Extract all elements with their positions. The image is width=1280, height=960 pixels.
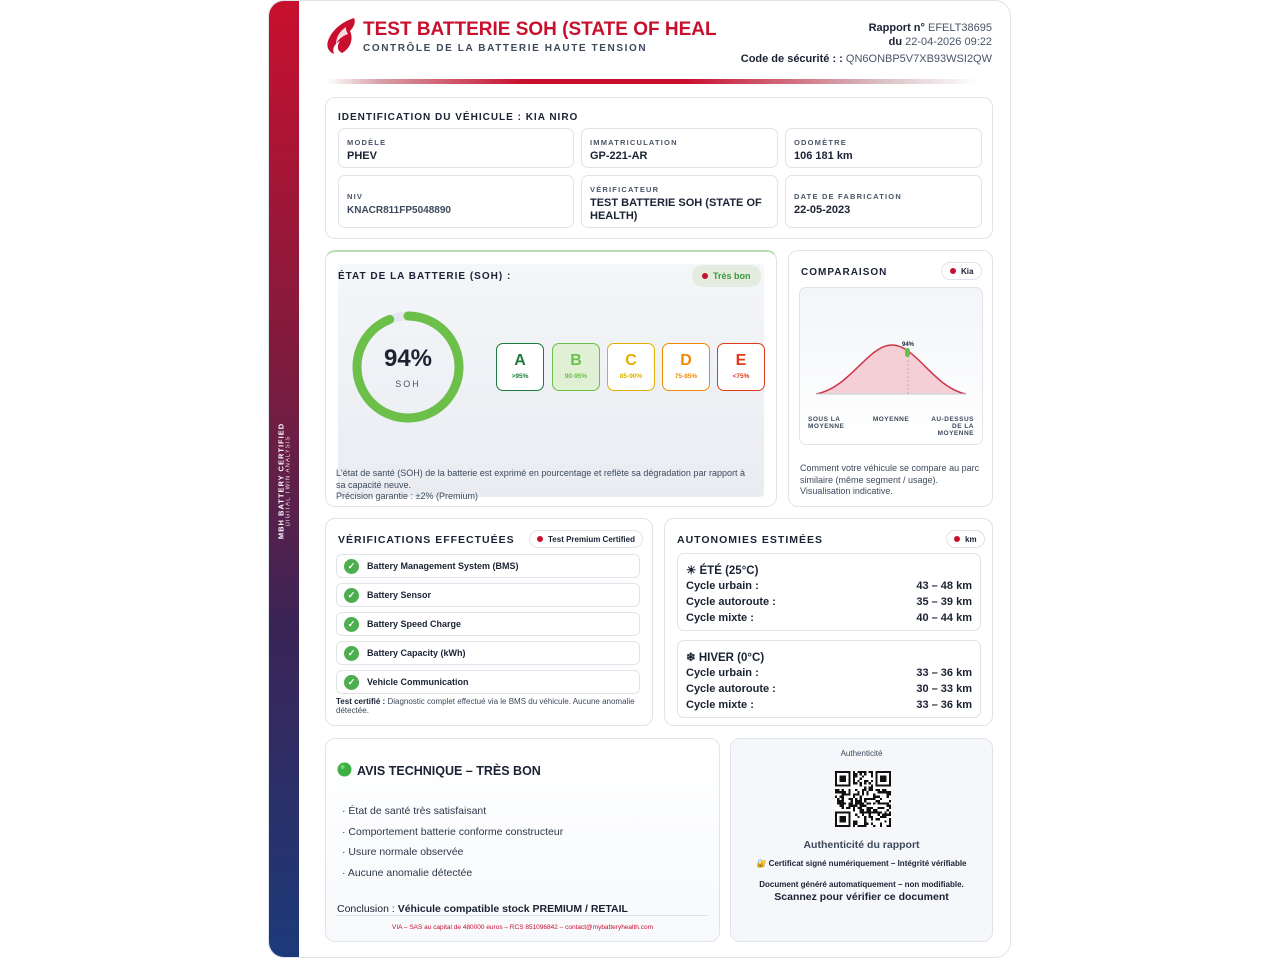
autonomy-row-value: 33 – 36 km — [916, 699, 972, 711]
grade-range: 90-95% — [564, 373, 588, 380]
authenticity-line1: 🔐 Certificat signé numériquement – Intégrité vérifiable — [756, 859, 967, 868]
grade-letter: B — [570, 352, 582, 369]
season-icon: ❄ — [686, 652, 696, 664]
check-label: Battery Speed Charge — [367, 619, 462, 629]
status-text: Très bon — [713, 271, 751, 281]
status-dot-icon — [702, 273, 708, 279]
report-subtitle: CONTRÔLE DE LA BATTERIE HAUTE TENSION — [363, 43, 648, 54]
brand-badge — [941, 262, 982, 280]
grade-letter: C — [625, 352, 637, 369]
header-divider — [327, 79, 979, 84]
premium-dot-icon — [537, 536, 543, 542]
avis-title: AVIS TECHNIQUE – TRÈS BON — [357, 764, 541, 778]
grade-c — [607, 343, 655, 391]
conclusion-label: Conclusion : — [337, 903, 395, 915]
field-label: MODÈLE — [347, 138, 387, 147]
report-number-block — [869, 21, 992, 49]
soh-value: 94% — [383, 345, 433, 372]
grade-range: 75-85% — [674, 373, 698, 380]
field-label: VÉRIFICATEUR — [590, 185, 660, 194]
conclusion — [337, 903, 628, 915]
autonomy-row-value: 33 – 36 km — [916, 667, 972, 679]
checks-note — [336, 698, 636, 715]
grade-letter: A — [514, 352, 526, 369]
field-manufacture-date — [785, 175, 982, 228]
autonomy-row-label: Cycle urbain : — [686, 667, 759, 679]
vehicle-title: IDENTIFICATION DU VÉHICULE : KIA NIRO — [338, 112, 579, 123]
brand-dot-icon — [950, 268, 956, 274]
avis-card — [325, 738, 720, 942]
field-label: ODOMÈTRE — [794, 138, 847, 147]
check-item — [336, 583, 640, 607]
check-icon: ✓ — [344, 675, 359, 690]
comparison-description: Comment votre véhicule se compare au parc similaire (même segment / usage). Visualisation indicative. — [800, 463, 980, 496]
sidebar-line1: MBH BATTERY CERTIFIED — [276, 422, 286, 540]
check-label: Vehicle Communication — [367, 677, 469, 687]
comparison-card — [788, 250, 993, 507]
grade-range: 85-90% — [619, 373, 643, 380]
field-value: 22-05-2023 — [794, 204, 851, 216]
field-label: IMMATRICULATION — [590, 138, 678, 147]
grade-d — [662, 343, 710, 391]
check-icon: ✓ — [344, 617, 359, 632]
field-registration — [581, 128, 778, 168]
check-label: Battery Management System (BMS) — [367, 561, 519, 571]
field-value: KNACR811FP5048890 — [347, 205, 451, 216]
checks-note-text: Diagnostic complet effectué via le BMS du véhicule. Aucune anomalie détectée. — [336, 697, 635, 715]
axis-label-below: SOUS LA MOYENNE — [808, 416, 845, 430]
avis-item-text: Comportement batterie conforme constructeur — [348, 825, 564, 838]
season-title — [686, 650, 764, 664]
flame-logo-icon — [324, 17, 358, 55]
security-code-value: QN6ONBP5V7XB93WSI2QW — [845, 53, 992, 65]
field-vin — [338, 175, 574, 228]
checks-note-label: Test certifié : — [336, 697, 386, 706]
check-label: Battery Sensor — [367, 590, 432, 600]
distribution-area — [816, 345, 966, 394]
avis-item: · Aucune anomalie détectée — [342, 866, 473, 879]
season-name: HIVER (0°C) — [698, 652, 765, 664]
avis-item-text: Aucune anomalie détectée — [347, 866, 473, 879]
battery-card — [325, 250, 777, 507]
check-icon: ✓ — [344, 646, 359, 661]
status-badge — [692, 265, 761, 287]
green-circle-icon — [337, 762, 352, 777]
autonomy-row-value: 30 – 33 km — [916, 683, 972, 695]
autonomy-row-value: 43 – 48 km — [916, 580, 972, 592]
grade-e — [717, 343, 765, 391]
check-item — [336, 670, 640, 694]
battery-description: L'état de santé (SOH) de la batterie est exprimé en pourcentage et reflète sa dégradation par rapport à sa capacité neuve. — [336, 468, 745, 490]
grade-a — [496, 343, 544, 391]
axis-label-above: AU-DESSUS DE LA MOYENNE — [931, 416, 974, 437]
sidebar-band — [269, 1, 299, 957]
date-label: du — [888, 36, 903, 48]
checks-title: VÉRIFICATIONS EFFECTUÉES — [338, 534, 515, 546]
field-value: PHEV — [347, 150, 377, 162]
avis-item-text: Usure normale observée — [348, 846, 464, 858]
field-verifier — [581, 175, 778, 228]
field-odometer — [785, 128, 982, 168]
report-page — [268, 0, 1011, 958]
grade-letter: D — [680, 352, 692, 369]
sidebar-line2: DIGITAL TWIN ANALYSIS — [285, 435, 292, 527]
security-code-label: Code de sécurité : : — [740, 53, 843, 65]
season-icon: ☀ — [686, 565, 697, 577]
field-label: NIV — [347, 192, 364, 201]
comparison-chart-frame — [799, 287, 983, 445]
qr-code-icon[interactable] — [835, 771, 891, 827]
autonomy-row-value: 35 – 39 km — [916, 596, 972, 608]
check-icon: ✓ — [344, 559, 359, 574]
autonomy-title: AUTONOMIES ESTIMÉES — [677, 534, 823, 546]
grade-letter: E — [735, 352, 747, 369]
grade-range: >95% — [511, 373, 529, 380]
field-label: DATE DE FABRICATION — [794, 192, 902, 201]
season-name: ÉTÉ (25°C) — [699, 565, 759, 577]
premium-badge-text: Test Premium Certified — [548, 534, 635, 544]
authenticity-line3: Scannez pour vérifier ce document — [774, 891, 949, 903]
unit-text: km — [965, 534, 977, 544]
marker-label: 94% — [901, 342, 915, 348]
authenticity-line2: Document généré automatiquement – non modifiable. — [759, 880, 964, 889]
conclusion-value: Véhicule compatible stock PREMIUM / RETAIL — [397, 903, 628, 915]
grade-range: <75% — [732, 373, 750, 380]
autonomy-row-label: Cycle autoroute : — [686, 683, 776, 695]
vehicle-card — [325, 97, 993, 239]
rapport-value: EFELT38695 — [927, 22, 992, 34]
battery-precision: Précision garantie : ±2% (Premium) — [336, 491, 478, 501]
rapport-label: Rapport n° — [868, 22, 925, 34]
avis-item: · État de santé très satisfaisant — [342, 805, 487, 817]
brand-text: Kia — [961, 266, 974, 276]
check-icon: ✓ — [344, 588, 359, 603]
sidebar-text — [277, 423, 292, 539]
check-item — [336, 612, 640, 636]
season-title — [686, 563, 758, 577]
check-label: Battery Capacity (kWh) — [367, 648, 466, 658]
avis-item-text: État de santé très satisfaisant — [348, 805, 487, 817]
axis-label-average: MOYENNE — [872, 416, 910, 423]
check-item — [336, 641, 640, 665]
avis-item: · Comportement batterie conforme constructeur — [342, 825, 564, 838]
avis-item: · Usure normale observée — [342, 846, 464, 858]
marker-dot — [905, 348, 910, 357]
security-code — [741, 53, 992, 65]
report-title: TEST BATTERIE SOH (STATE OF HEAL — [363, 19, 717, 40]
field-value: GP-221-AR — [590, 150, 648, 162]
checks-card — [325, 518, 653, 726]
comparison-title: COMPARAISON — [801, 267, 888, 278]
autonomy-row-label: Cycle autoroute : — [686, 596, 776, 608]
authenticity-top-label: Authenticité — [840, 749, 883, 758]
footer-divider — [336, 915, 708, 916]
autonomy-row-label: Cycle urbain : — [686, 580, 759, 592]
season-card — [677, 553, 981, 631]
authenticity-heading: Authenticité du rapport — [803, 839, 920, 851]
unit-dot-icon — [954, 536, 960, 542]
field-value: 106 181 km — [794, 150, 853, 162]
autonomy-row-label: Cycle mixte : — [686, 612, 754, 624]
autonomy-card — [664, 518, 993, 726]
season-card — [677, 640, 981, 718]
authenticity-card — [730, 738, 993, 942]
autonomy-row-value: 40 – 44 km — [916, 612, 972, 624]
legal-footer: VIA – SAS au capital de 480000 euros – RCS 851096842 – contact@mybatteryhealth.com — [392, 924, 653, 931]
battery-title: ÉTAT DE LA BATTERIE (SOH) : — [338, 271, 512, 282]
autonomy-row-label: Cycle mixte : — [686, 699, 754, 711]
unit-badge — [946, 530, 985, 548]
date-value: 22-04-2026 09:22 — [905, 36, 992, 48]
field-value: TEST BATTERIE SOH (STATE OF HEALTH) — [590, 197, 762, 222]
grade-b — [552, 343, 600, 391]
field-model — [338, 128, 574, 168]
soh-label: SOH — [395, 379, 421, 389]
premium-badge — [529, 530, 643, 548]
check-item — [336, 554, 640, 578]
